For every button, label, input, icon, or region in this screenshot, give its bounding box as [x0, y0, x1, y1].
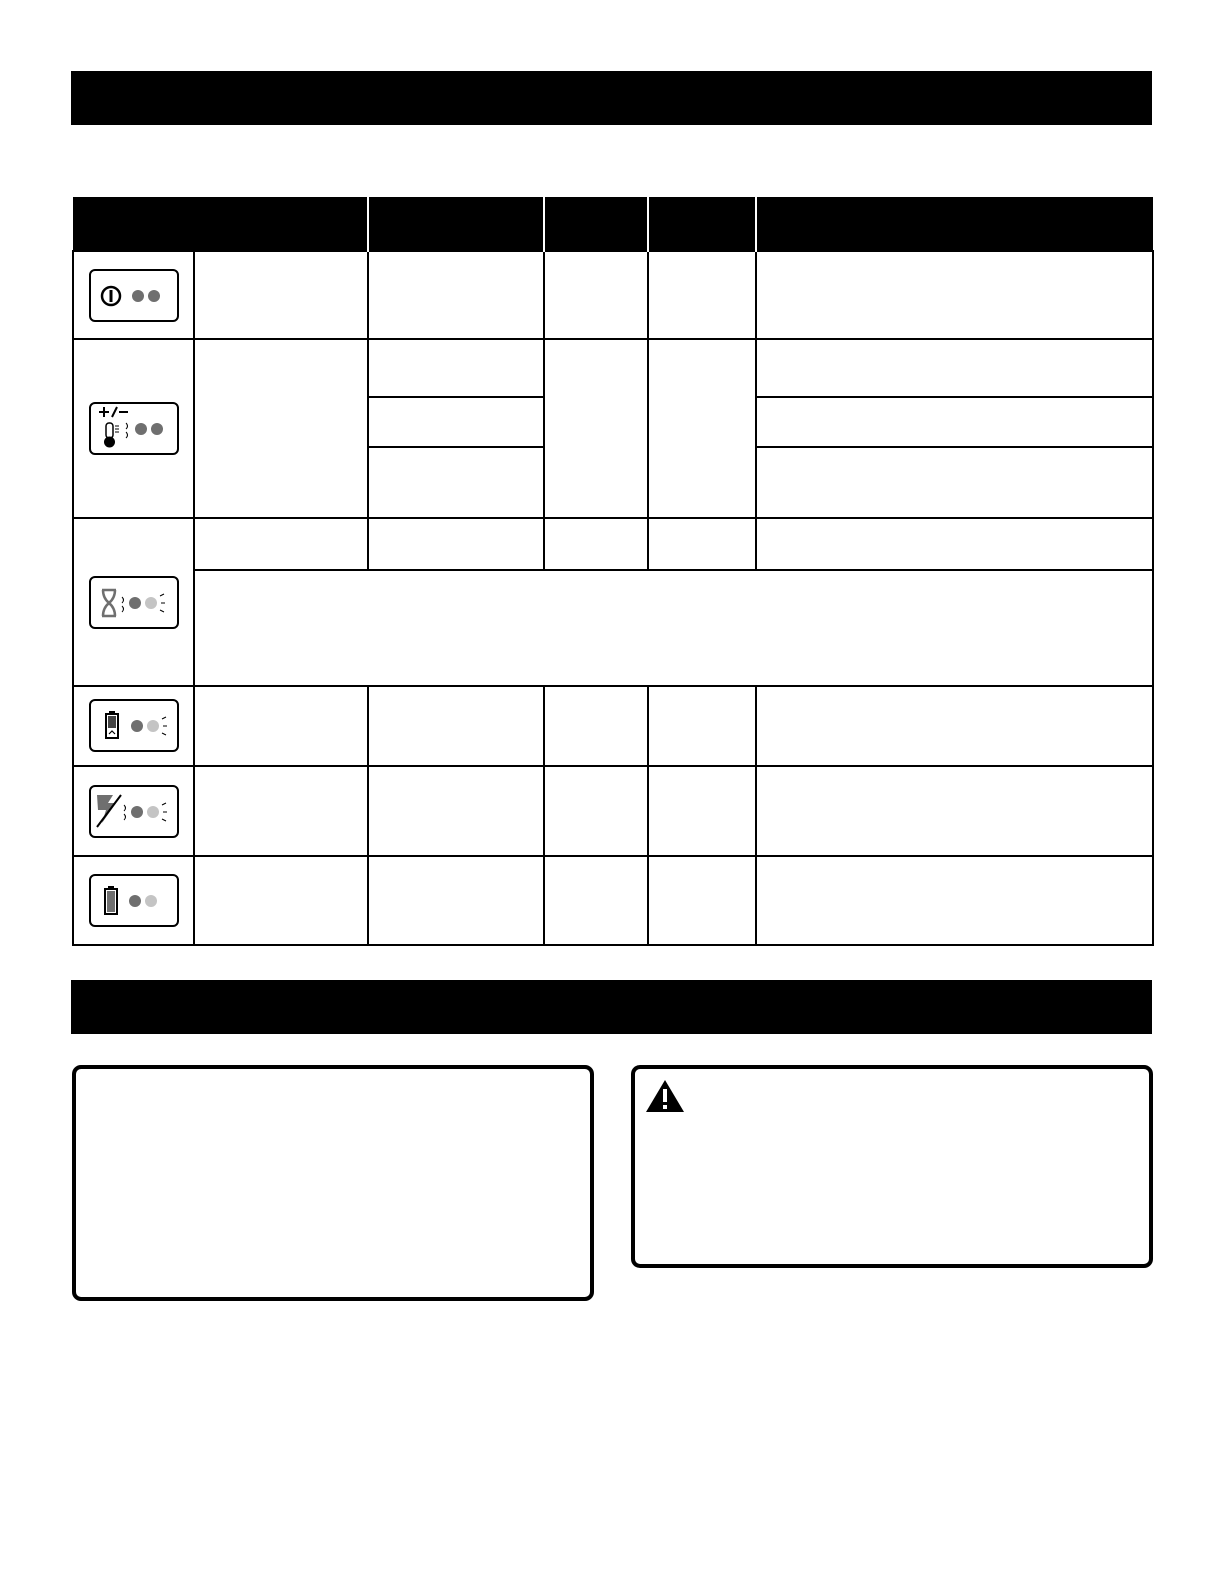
indicator-cell — [73, 518, 194, 686]
table-cell — [648, 766, 756, 857]
table-cell — [648, 518, 756, 570]
defective-battery-indicator-icon — [89, 785, 179, 838]
charger-status-table — [72, 197, 1154, 946]
table-cell — [368, 251, 544, 339]
table-cell — [756, 766, 1153, 857]
table-row — [73, 518, 1153, 570]
table-cell — [368, 856, 544, 945]
section-header-bar — [71, 980, 1152, 1034]
table-cell — [756, 397, 1153, 446]
section-header-bar — [71, 71, 1152, 125]
table-cell — [756, 251, 1153, 339]
indicator-cell — [73, 339, 194, 518]
table-cell — [194, 518, 368, 570]
indicator-cell — [73, 856, 194, 945]
table-cell — [194, 251, 368, 339]
table-row — [73, 570, 1153, 686]
table-row — [73, 339, 1153, 397]
table-row — [73, 766, 1153, 857]
table-cell-note — [194, 570, 1153, 686]
table-cell — [756, 686, 1153, 766]
table-cell — [544, 856, 648, 945]
column-header — [73, 197, 368, 251]
indicator-cell — [73, 251, 194, 339]
indicator-cell — [73, 686, 194, 766]
table-cell — [368, 766, 544, 857]
table-row — [73, 686, 1153, 766]
table-cell — [544, 251, 648, 339]
note-box — [72, 1065, 594, 1301]
table-cell — [648, 686, 756, 766]
table-cell — [756, 339, 1153, 397]
column-header — [756, 197, 1153, 251]
table-cell — [194, 856, 368, 945]
full-battery-indicator-icon — [89, 874, 179, 927]
table-cell — [368, 339, 544, 397]
battery-charging-indicator-icon — [89, 699, 179, 752]
table-row — [73, 856, 1153, 945]
table-row — [73, 251, 1153, 339]
table-cell — [756, 856, 1153, 945]
table-cell — [648, 856, 756, 945]
table-cell — [194, 686, 368, 766]
table-cell — [194, 766, 368, 857]
indicator-cell — [73, 766, 194, 857]
hourglass-indicator-icon — [89, 576, 179, 629]
table-cell — [194, 339, 368, 518]
column-header — [544, 197, 648, 251]
table-cell — [368, 518, 544, 570]
table-cell — [368, 686, 544, 766]
table-cell — [648, 339, 756, 518]
table-header-row — [73, 197, 1153, 251]
table-cell — [544, 339, 648, 518]
power-indicator-icon — [89, 269, 179, 322]
table-cell — [368, 397, 544, 446]
temperature-indicator-icon — [89, 402, 179, 455]
table-cell — [544, 766, 648, 857]
table-cell — [544, 518, 648, 570]
warning-triangle-icon — [645, 1079, 685, 1113]
table-cell — [544, 686, 648, 766]
table-cell — [756, 447, 1153, 518]
column-header — [648, 197, 756, 251]
table-cell — [648, 251, 756, 339]
table-cell — [368, 447, 544, 518]
column-header — [368, 197, 544, 251]
warning-box — [631, 1065, 1153, 1268]
table-cell — [756, 518, 1153, 570]
